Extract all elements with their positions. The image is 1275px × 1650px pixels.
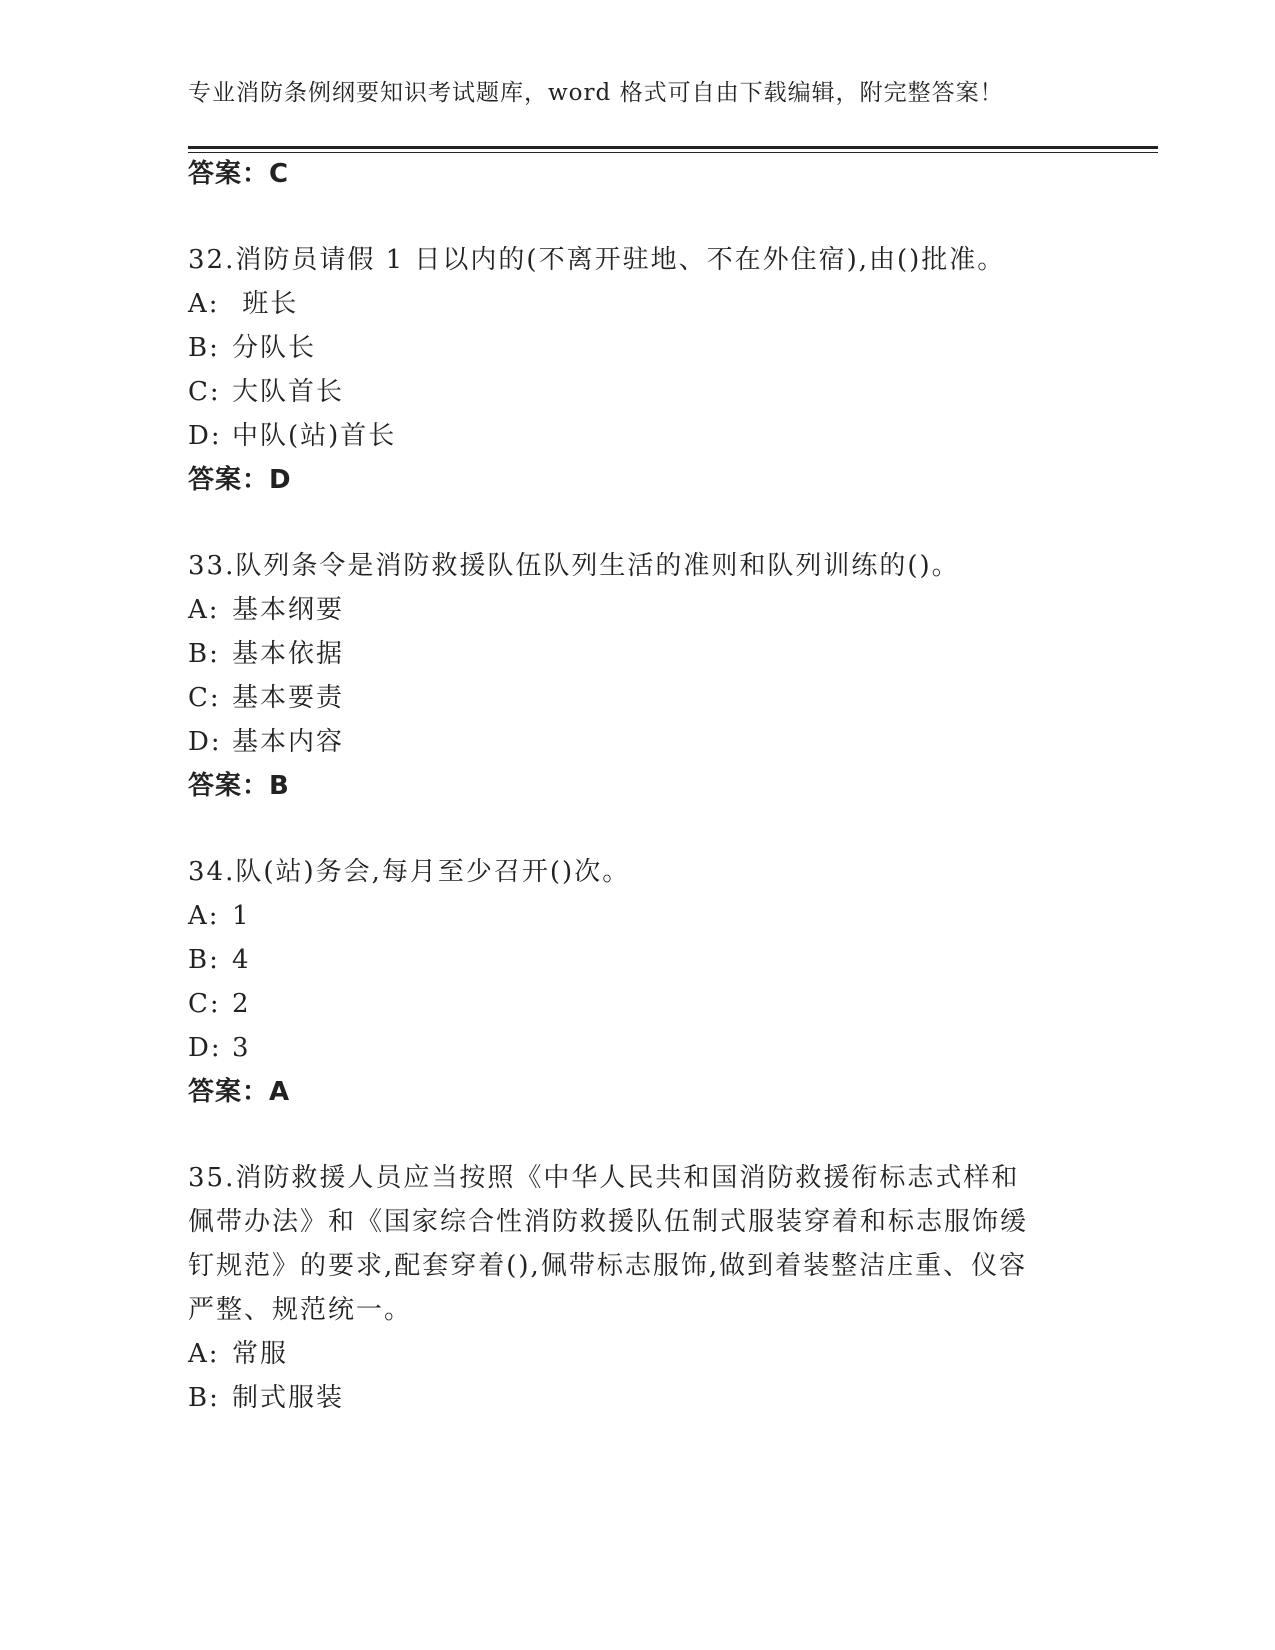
option-text: 制式服装 xyxy=(232,1383,345,1413)
option-b xyxy=(188,638,344,670)
option-letter: B: xyxy=(188,333,220,363)
option-letter: C: xyxy=(188,683,221,713)
option-d xyxy=(188,726,344,758)
option-b xyxy=(188,944,251,976)
option-letter: D: xyxy=(188,727,222,757)
option-text: 班长 xyxy=(232,289,299,319)
option-letter: D: xyxy=(188,421,222,451)
answer-line: 答案：A xyxy=(188,1077,291,1107)
option-c xyxy=(188,376,344,408)
option-text: 基本依据 xyxy=(232,639,345,669)
option-a xyxy=(188,594,344,626)
option-c xyxy=(188,988,251,1020)
page-header: 专业消防条例纲要知识考试题库，word 格式可自由下载编辑，附完整答案！ xyxy=(188,80,1004,106)
option-c xyxy=(188,682,344,714)
question-stem: 佩带办法》和《国家综合性消防救援队伍制式服装穿着和标志服饰缓 xyxy=(188,1207,1029,1237)
option-letter: B: xyxy=(188,639,220,669)
answer-line: 答案：D xyxy=(188,465,292,495)
header-rule-thin xyxy=(188,152,1158,153)
option-a xyxy=(188,288,298,320)
option-letter: A: xyxy=(188,595,220,625)
option-letter: A: xyxy=(188,289,220,319)
option-text: 常服 xyxy=(232,1339,289,1369)
option-a xyxy=(188,900,251,932)
question-stem: 32.消防员请假 1 日以内的(不离开驻地、不在外住宿),由()批准。 xyxy=(188,245,1006,275)
option-b xyxy=(188,1382,344,1414)
option-text: 基本要责 xyxy=(232,683,345,713)
option-letter: B: xyxy=(188,945,220,975)
option-d xyxy=(188,1032,251,1064)
option-text: 基本纲要 xyxy=(232,595,345,625)
option-text: 中队(站)首长 xyxy=(232,421,397,451)
option-letter: A: xyxy=(188,1339,220,1369)
option-letter: B: xyxy=(188,1383,220,1413)
question-stem: 34.队(站)务会,每月至少召开()次。 xyxy=(188,857,631,887)
question-stem: 33.队列条令是消防救援队伍队列生活的准则和队列训练的()。 xyxy=(188,551,960,581)
question-stem: 严整、规范统一。 xyxy=(188,1295,413,1325)
option-letter: D: xyxy=(188,1033,222,1063)
option-text: 分队长 xyxy=(232,333,317,363)
option-a xyxy=(188,1338,288,1370)
option-letter: C: xyxy=(188,377,221,407)
option-letter: C: xyxy=(188,989,221,1019)
question-stem: 钉规范》的要求,配套穿着(),佩带标志服饰,做到着装整洁庄重、仪容 xyxy=(188,1251,1028,1281)
answer-line: 答案：B xyxy=(188,771,290,801)
option-b xyxy=(188,332,316,364)
answer-line: 答案：C xyxy=(188,159,290,189)
option-text: 大队首长 xyxy=(232,377,345,407)
option-text: 1 xyxy=(232,901,251,931)
option-text: 4 xyxy=(232,945,251,975)
option-text: 基本内容 xyxy=(232,727,345,757)
option-text: 2 xyxy=(232,989,251,1019)
question-stem: 35.消防救援人员应当按照《中华人民共和国消防救援衔标志式样和 xyxy=(188,1163,1020,1193)
option-d xyxy=(188,420,396,452)
option-text: 3 xyxy=(232,1033,251,1063)
header-rule-thick xyxy=(188,146,1158,149)
option-letter: A: xyxy=(188,901,220,931)
